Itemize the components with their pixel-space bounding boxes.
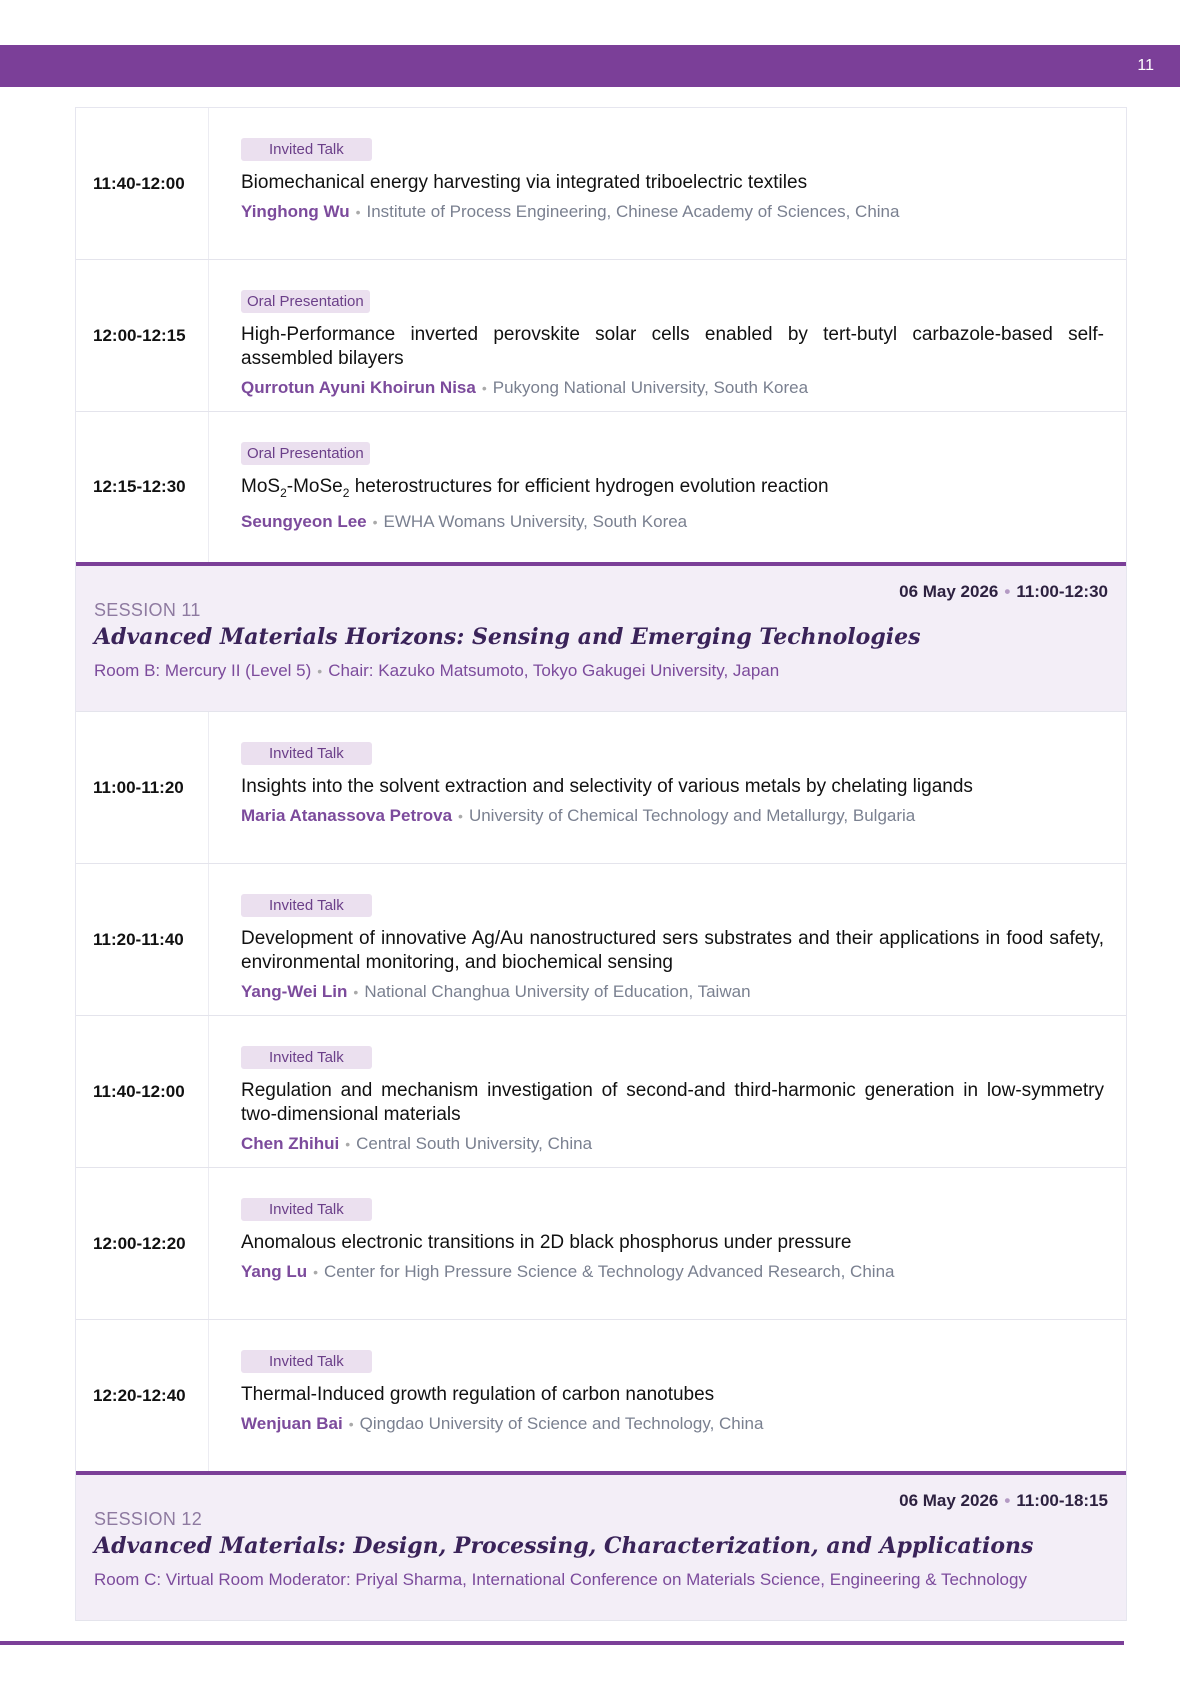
talk-row xyxy=(76,864,1126,1016)
speaker-name: Yang Lu xyxy=(241,1262,308,1281)
session-title: Advanced Materials Horizons: Sensing and Emerging Technologies xyxy=(94,624,921,650)
session-label: SESSION 12 xyxy=(94,1509,203,1529)
speaker-affiliation: University of Chemical Technology and Metallurgy, Bulgaria xyxy=(468,806,916,825)
talk-type-badge: Invited Talk xyxy=(241,1198,372,1221)
talk-time: 11:20-11:40 xyxy=(76,864,209,1015)
schedule-table xyxy=(75,107,1127,1621)
talk-title: Anomalous electronic transitions in 2D black phosphorus under pressure xyxy=(241,1232,852,1253)
speaker-name: Yang-Wei Lin xyxy=(241,982,348,1001)
separator-dot: • xyxy=(481,380,487,396)
speaker-name: Yinghong Wu xyxy=(241,202,350,221)
header-bar xyxy=(0,45,1180,87)
talk-title: Biomechanical energy harvesting via integrated triboelectric textiles xyxy=(241,172,808,193)
speaker-affiliation: National Changhua University of Education, Taiwan xyxy=(364,982,751,1001)
talk-title: High-Performance inverted perovskite solar cells enabled by tert-butyl carbazole-based self-assembled bilayers xyxy=(241,324,1104,369)
separator-dot: • xyxy=(353,984,359,1000)
talk-row xyxy=(76,712,1126,864)
speaker-affiliation: Pukyong National University, South Korea xyxy=(492,378,809,397)
talk-time: 12:15-12:30 xyxy=(76,412,209,562)
talk-type-badge: Invited Talk xyxy=(241,1350,372,1373)
talk-row xyxy=(76,108,1126,260)
separator-dot: • xyxy=(348,1416,354,1432)
separator-dot: • xyxy=(355,204,361,220)
talk-type-badge: Invited Talk xyxy=(241,1046,372,1069)
session-datetime: 06 May 2026 • 11:00-12:30 xyxy=(899,582,1108,601)
talk-time: 12:00-12:20 xyxy=(76,1168,209,1319)
speaker-affiliation: EWHA Womans University, South Korea xyxy=(383,511,688,531)
speaker-name: Maria Atanassova Petrova xyxy=(241,806,453,825)
talk-title: Development of innovative Ag/Au nanostructured sers substrates and their applications in food safety, environmental monitoring, and biochemical sensing xyxy=(241,928,1104,973)
separator-dot: • xyxy=(345,1136,351,1152)
speaker-affiliation: Center for High Pressure Science & Technology Advanced Research, China xyxy=(324,1262,895,1281)
talk-row xyxy=(76,1016,1126,1168)
talk-time: 12:00-12:15 xyxy=(76,260,209,411)
talk-time: 11:40-12:00 xyxy=(76,1016,209,1167)
talk-row xyxy=(76,1320,1126,1471)
footer-rule xyxy=(0,1641,1124,1645)
session-room: Room B: Mercury II (Level 5) • Chair: Kazuko Matsumoto, Tokyo Gakugei University, Japan xyxy=(94,661,780,680)
talk-title: Regulation and mechanism investigation of second-and third-harmonic generation in low-symmetry two-dimensional materials xyxy=(241,1080,1104,1125)
speaker-name: Wenjuan Bai xyxy=(241,1414,343,1433)
separator-dot: • xyxy=(458,808,463,824)
talk-row xyxy=(76,260,1126,412)
talk-title: Thermal-Induced growth regulation of carbon nanotubes xyxy=(241,1384,715,1405)
talk-time: 11:40-12:00 xyxy=(76,108,209,259)
talk-title: Insights into the solvent extraction and selectivity of various metals by chelating ligands xyxy=(241,776,973,797)
talk-title: MoS$_2$-MoSe$_2$ heterostructures for efficient hydrogen evolution reaction xyxy=(241,476,829,500)
speaker-name: Qurrotun Ayuni Khoirun Nisa xyxy=(241,378,476,397)
talk-row xyxy=(76,1168,1126,1320)
separator-dot: • xyxy=(313,1264,319,1280)
speaker-affiliation: Institute of Process Engineering, Chinese Academy of Sciences, China xyxy=(366,202,900,221)
session-header xyxy=(76,562,1126,712)
talk-type-badge: Oral Presentation xyxy=(241,442,370,465)
speaker-name: Seungyeon Lee xyxy=(241,511,367,531)
talk-time: 12:20-12:40 xyxy=(76,1320,209,1471)
session-room: Room C: Virtual Room Moderator: Priyal Sharma, International Conference on Materials Science, Engineering & Technology xyxy=(94,1570,1027,1589)
talk-type-badge: Invited Talk xyxy=(241,742,372,765)
speaker-affiliation: Qingdao University of Science and Technology, China xyxy=(359,1414,764,1433)
session-datetime: 06 May 2026 • 11:00-18:15 xyxy=(899,1491,1108,1510)
speaker-name: Chen Zhihui xyxy=(241,1134,340,1153)
talk-type-badge: Invited Talk xyxy=(241,138,372,161)
talk-type-badge: Invited Talk xyxy=(241,894,372,917)
session-header xyxy=(76,1471,1126,1621)
talk-row xyxy=(76,412,1126,562)
speaker-affiliation: Central South University, China xyxy=(356,1134,593,1153)
separator-dot: • xyxy=(372,513,378,530)
session-title: Advanced Materials: Design, Processing, Characterization, and Applications xyxy=(94,1533,1034,1559)
talk-time: 11:00-11:20 xyxy=(76,712,209,863)
page-number: 11 xyxy=(1137,57,1154,74)
talk-type-badge: Oral Presentation xyxy=(241,290,370,313)
session-label: SESSION 11 xyxy=(94,600,201,620)
